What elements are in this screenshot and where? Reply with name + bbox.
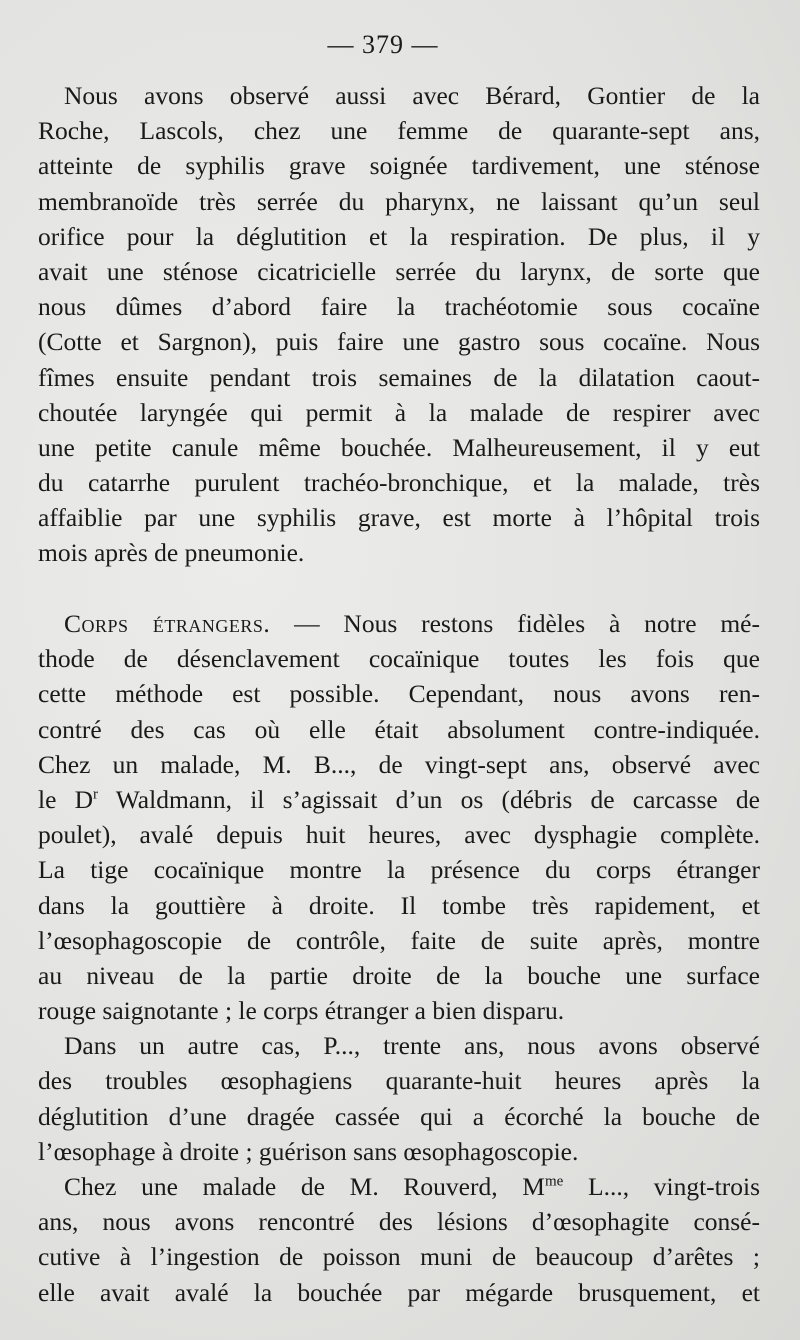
text-line: des troubles œsophagiens quarante-huit heures après la xyxy=(38,1066,760,1096)
text-line: fîmes ensuite pendant trois semaines de la dilatation caout- xyxy=(38,362,760,392)
text-line: membranoïde très serrée du pharynx, ne laissant qu’un seul xyxy=(38,186,760,216)
text-line: rouge saignotante ; le corps étranger a bien disparu. xyxy=(38,996,565,1026)
superscript: me xyxy=(544,1173,564,1190)
text-line: choutée laryngée qui permit à la malade de respirer avec xyxy=(38,397,760,427)
text-line: contré des cas où elle était absolument contre-indiquée. xyxy=(38,714,760,744)
page-number: — 379 — xyxy=(327,30,439,59)
paragraph-observation-syphilis xyxy=(38,78,760,571)
text-fragment: Waldmann, il s’agissait d’un os (débris de carcasse de xyxy=(98,784,760,814)
section-corps-etrangers xyxy=(38,606,760,1310)
text-line: l’œsophage à droite ; guérison sans œsophagoscopie. xyxy=(38,1136,579,1166)
text-line: du catarrhe purulent trachéo-bronchique, et la malade, très xyxy=(38,468,760,498)
text-line: elle avait avalé la bouchée par mégarde brusquement, et xyxy=(38,1277,760,1307)
superscript: r xyxy=(93,786,99,803)
text-line: (Cotte et Sargnon), puis faire une gastro sous cocaïne. Nous xyxy=(38,327,760,357)
text-line: atteinte de syphilis grave soignée tardivement, une sténose xyxy=(38,151,760,181)
text-line xyxy=(38,1169,760,1204)
text-line: nous dûmes d’abord faire la trachéotomie sous cocaïne xyxy=(38,292,760,322)
text-line: avait une sténose cicatricielle serrée du larynx, de sorte que xyxy=(38,256,760,286)
text-line: une petite canule même bouchée. Malheureusement, il y eut xyxy=(38,432,760,462)
text-fragment: — Nous restons fidèles à notre mé- xyxy=(270,609,760,638)
text-line: ans, nous avons rencontré des lésions d’œsophagite consé- xyxy=(38,1207,760,1237)
section-heading: Corps étrangers. xyxy=(64,609,271,638)
text-line: Roche, Lascols, chez une femme de quarante-sept ans, xyxy=(38,116,760,146)
text-fragment: le D xyxy=(38,784,94,814)
text-line: déglutition d’une dragée cassée qui a écorché la bouche de xyxy=(38,1101,760,1131)
text-line xyxy=(38,782,760,817)
text-line: cette méthode est possible. Cependant, nous avons ren- xyxy=(38,679,760,709)
text-line: dans la gouttière à droite. Il tombe très rapidement, et xyxy=(38,890,760,920)
text-line: mois après de pneumonie. xyxy=(38,538,305,568)
text-line: La tige cocaïnique montre la présence du corps étranger xyxy=(38,855,760,885)
text-line: cutive à l’ingestion de poisson muni de beaucoup d’arêtes ; xyxy=(38,1242,760,1272)
text-line: Dans un autre cas, P..., trente ans, nous avons observé xyxy=(64,1031,760,1061)
text-line: poulet), avalé depuis huit heures, avec dysphagie complète. xyxy=(38,820,760,850)
text-fragment: Chez une malade de M. Rouverd, M xyxy=(64,1172,545,1201)
text-line: thode de désenclavement cocaïnique toutes les fois que xyxy=(38,644,760,674)
text-line: l’œsophagoscopie de contrôle, faite de suite après, montre xyxy=(38,925,760,955)
text-line: au niveau de la partie droite de la bouche une surface xyxy=(38,960,760,990)
text-line: affaiblie par une syphilis grave, est morte à l’hôpital trois xyxy=(38,503,760,533)
text-line: Chez un malade, M. B..., de vingt-sept ans, observé avec xyxy=(38,749,760,779)
text-line: orifice pour la déglutition et la respiration. De plus, il y xyxy=(38,221,760,251)
text-line: Nous avons observé aussi avec Bérard, Gontier de la xyxy=(64,81,760,110)
text-fragment: L..., vingt-trois xyxy=(563,1172,760,1201)
text-line xyxy=(38,606,760,641)
